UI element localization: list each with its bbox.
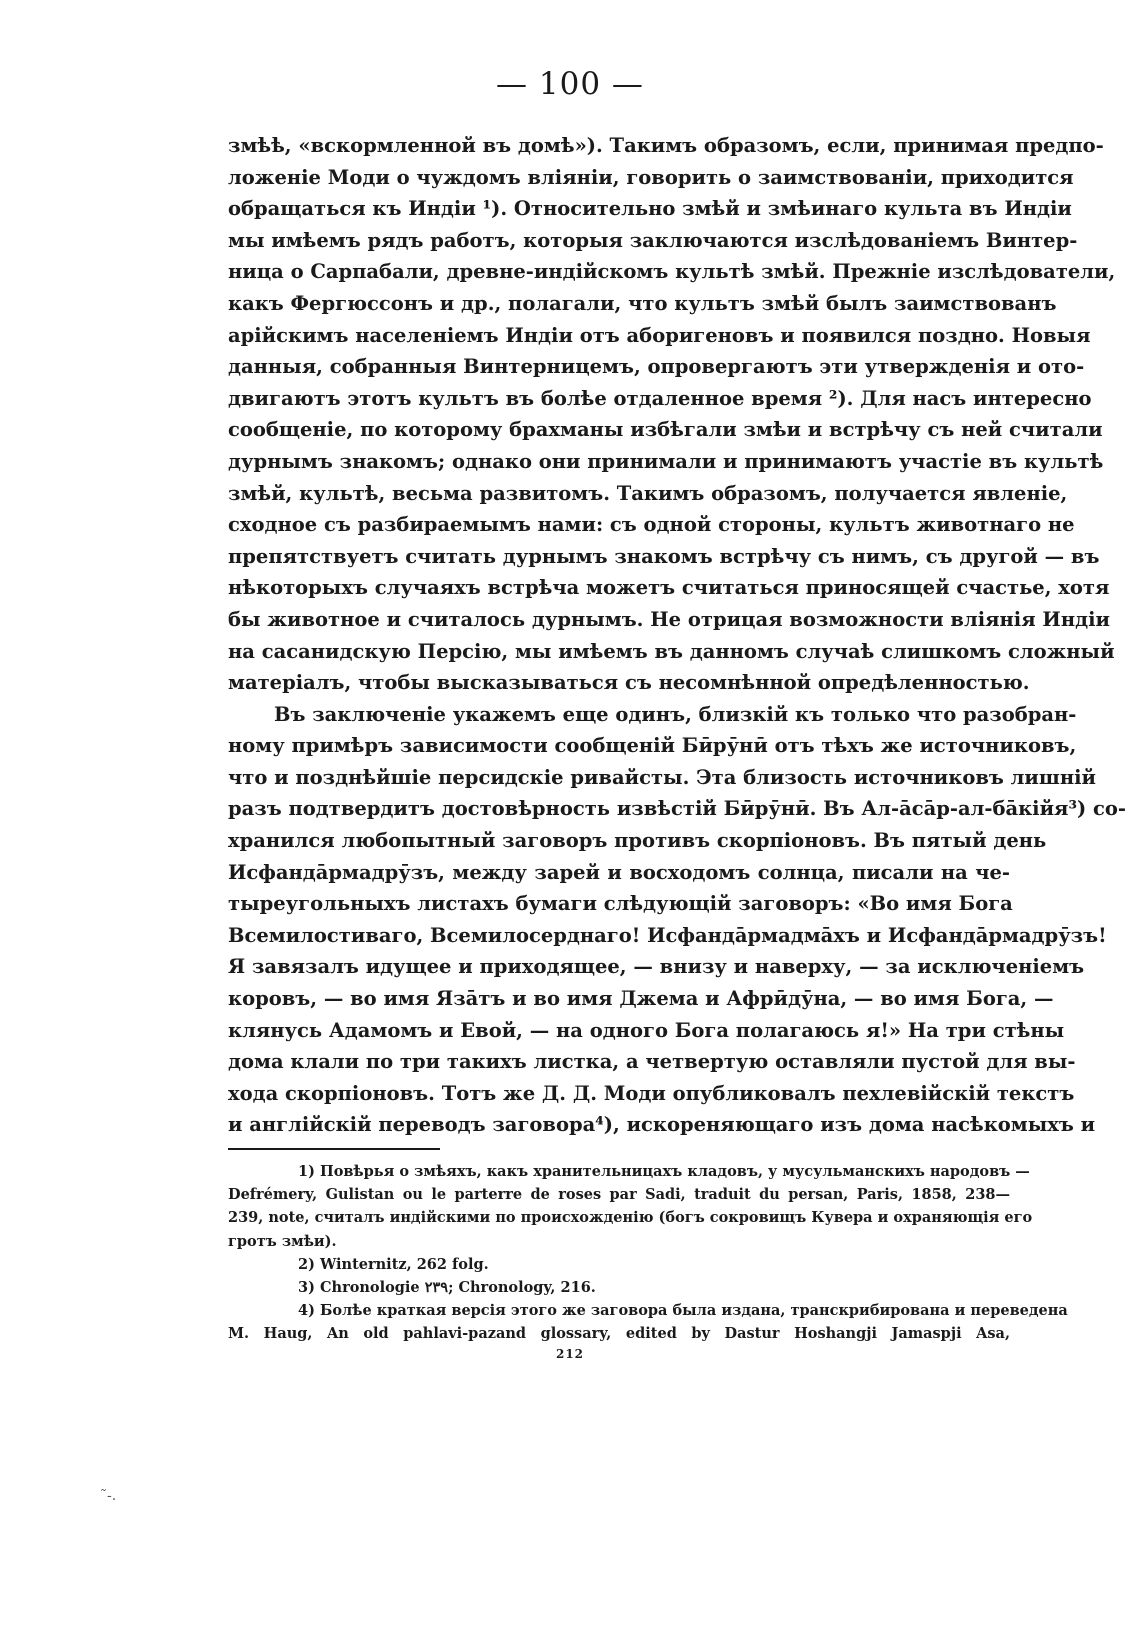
text-line: двигаютъ этотъ культъ въ болѣе отдаленное время ²). Для насъ интересно (228, 386, 1092, 410)
text-line: дурнымъ знакомъ; однако они принимали и принимаютъ участіе въ культѣ (228, 449, 1104, 473)
text-line: Всемилостиваго, Всемилосерднаго! Исфандāрмадмāхъ и Исфандāрмадрӯзъ! (228, 923, 1107, 947)
text-line: змѣй, культѣ, весьма развитомъ. Такимъ образомъ, получается явленіе, (228, 481, 1068, 505)
printer-signature: 212 (555, 1347, 585, 1361)
text-line: на сасанидскую Персію, мы имѣемъ въ данномъ случаѣ слишкомъ сложный (228, 639, 1115, 663)
text-line: ница о Сарпабали, древне-индійскомъ культѣ змѣй. Прежніе изслѣдователи, (228, 260, 1116, 284)
text-line: арійскимъ населеніемъ Индіи отъ аборигеновъ и появился поздно. Новыя (228, 323, 1091, 347)
text-line: мы имѣемъ рядъ работъ, которыя заключаются изслѣдованіемъ Винтер- (228, 228, 1078, 252)
page-number: — 100 — (496, 66, 644, 102)
text-line: ложеніе Моди о чуждомъ вліяніи, говорить о заимствованіи, приходится (228, 165, 1074, 189)
text-line: хранился любопытный заговоръ противъ скорпіоновъ. Въ пятый день (228, 829, 1047, 853)
text-line: Я завязалъ идущее и приходящее, — внизу и наверху, — за исключеніемъ (228, 955, 1085, 979)
footnote-line: 239, note, считалъ индійскими по происхожденію (богъ сокровищъ Кувера и охраняющія его (228, 1209, 1033, 1227)
text-line: Исфандāрмадрӯзъ, между зарей и восходомъ солнца, писали на че- (228, 860, 1010, 884)
text-line: сходное съ разбираемымъ нами: съ одной стороны, культъ животнаго не (228, 513, 1075, 537)
text-line: какъ Фергюссонъ и др., полагали, что культъ змѣй былъ заимствованъ (228, 291, 1057, 315)
text-line: сообщеніе, по которому брахманы избѣгали змѣи и встрѣчу съ ней считали (228, 418, 1103, 442)
text-line: Въ заключеніе укажемъ еще одинъ, близкій къ только что разобран- (274, 702, 1077, 726)
text-line: бы животное и считалось дурнымъ. Не отрицая возможности вліянія Индіи (228, 607, 1110, 631)
text-line: клянусь Адамомъ и Евой, — на одного Бога полагаюсь я!» На три стѣны (228, 1018, 1065, 1042)
footnote-line: гротъ змѣи). (228, 1232, 337, 1250)
footnote-line: 2) Winternitz, 262 folg. (298, 1255, 489, 1273)
text-line: змѣѣ, «вскормленной въ домѣ»). Такимъ образомъ, если, принимая предпо- (228, 134, 1104, 157)
text-line: дома клали по три такихъ листка, а четвертую оставляли пустой для вы- (228, 1050, 1076, 1074)
footnote-divider (228, 1148, 440, 1150)
footnote-line: M. Haug, An old pahlavi-pazand glossary, edited by Dastur Hoshangji Jamaspji Asa, (228, 1325, 1010, 1343)
text-line: ному примѣръ зависимости сообщеній Бӣрӯнӣ отъ тѣхъ же источниковъ, (228, 734, 1077, 758)
footnote-line: 4) Болѣе краткая версія этого же заговора была издана, транскрибирована и переведена (298, 1302, 1068, 1320)
footnotes (228, 1160, 1068, 1346)
text-line: нѣкоторыхъ случаяхъ встрѣча можетъ считаться приносящей счастье, хотя (228, 576, 1110, 600)
footnote-line: 1) Повѣрья о змѣяхъ, какъ хранительницахъ кладовъ, у мусульманскихъ народовъ — (298, 1163, 1030, 1180)
main-text (228, 130, 1126, 1141)
footnote-line: 3) Chronologie ۲۳۹; Chronology, 216. (298, 1278, 596, 1296)
footnote-line: Defrémery, Gulistan ou le parterre de roses par Sadi, traduit du persan, Paris, 1858, 238— (228, 1186, 1010, 1204)
text-line: препятствуетъ считать дурнымъ знакомъ встрѣчу съ нимъ, съ другой — въ (228, 544, 1100, 568)
text-line: тыреугольныхъ листахъ бумаги слѣдующій заговоръ: «Во имя Бога (228, 892, 1013, 916)
text-line: хода скорпіоновъ. Тотъ же Д. Д. Моди опубликовалъ пехлевійскій текстъ (228, 1081, 1075, 1105)
text-line: и англійскій переводъ заговора⁴), искореняющаго изъ дома насѣкомыхъ и (228, 1113, 1096, 1137)
text-line: обращаться къ Индіи ¹). Относительно змѣй и змѣинаго культа въ Индіи (228, 197, 1072, 221)
text-line: коровъ, — во имя Язāтъ и во имя Джема и Афрӣдӯна, — во имя Бога, — (228, 987, 1054, 1011)
text-line: матеріалъ, чтобы высказываться съ несомнѣнной опредѣленностью. (228, 671, 1030, 695)
stray-mark: ˜-. (100, 1488, 117, 1504)
text-line: что и позднѣйшіе персидскіе ривайсты. Эта близость источниковъ лишній (228, 765, 1096, 789)
text-line: данныя, собранныя Винтерницемъ, опровергаютъ эти утвержденія и ото- (228, 355, 1085, 379)
text-line: разъ подтвердитъ достовѣрность извѣстій Бӣрӯнӣ. Въ Ал-āсāр-ал-бāкійя³) со- (228, 797, 1126, 821)
